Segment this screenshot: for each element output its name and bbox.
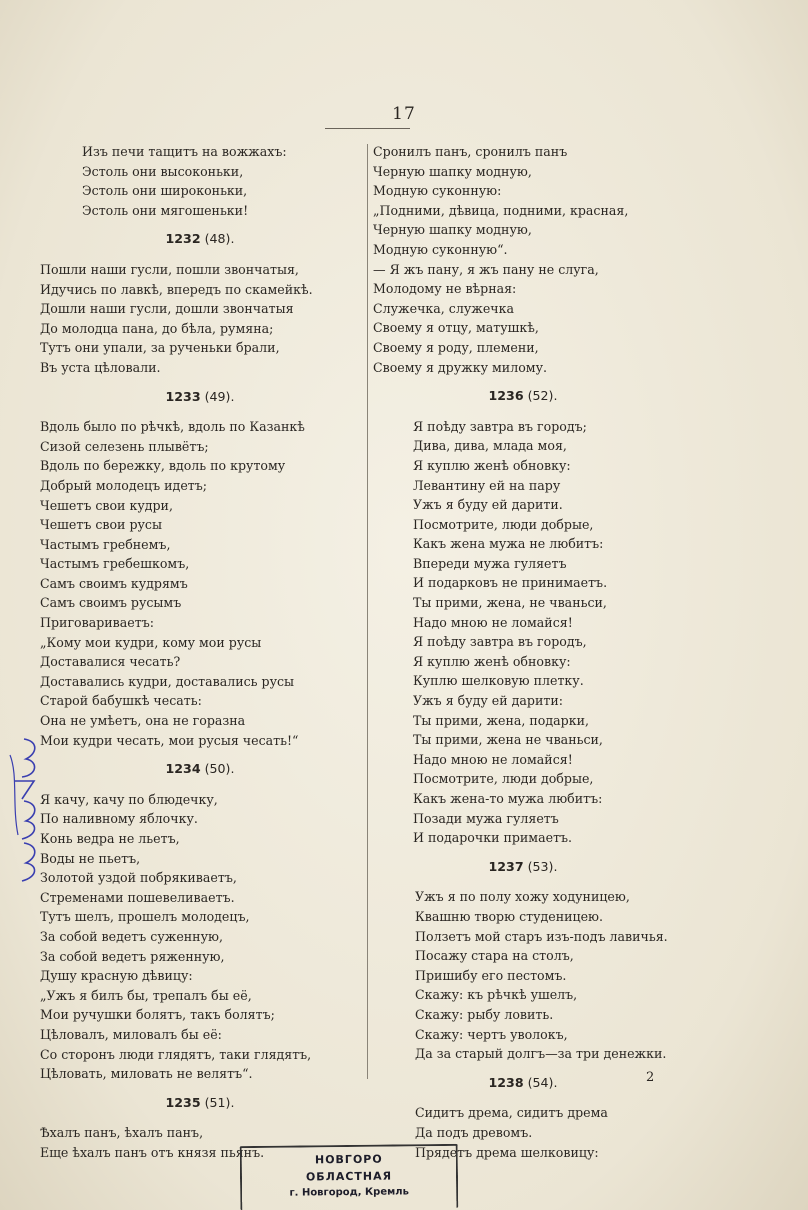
song-heading <box>40 759 360 779</box>
verse-line: Цѣловать, миловать не велятъ“. <box>40 1066 253 1082</box>
verse-line: Еще ѣхалъ панъ отъ князя пьянъ. <box>40 1144 265 1160</box>
verse-line: Молодому не вѣрная: <box>373 281 517 297</box>
song-number: 1236 <box>488 388 524 404</box>
verse-line: Эстоль они высоконьки, <box>82 163 244 179</box>
verse-line: Своему я отцу, матушкѣ, <box>373 320 539 336</box>
verse-line: Дива, дива, млада моя, <box>413 438 567 454</box>
verse-line: И подарковъ не принимаетъ. <box>413 575 608 591</box>
song-subnumber: (51). <box>204 1094 235 1110</box>
song-heading <box>373 1073 673 1093</box>
verse-line: До молодца пана, до бѣла, румяна; <box>40 320 274 336</box>
column-divider <box>367 144 368 1079</box>
verse-line: Золотой уздой побрякиваетъ, <box>40 870 237 886</box>
verse-line: Я качу, качу по блюдечку, <box>40 791 218 807</box>
verse-line: Воды не пьетъ, <box>40 850 141 866</box>
song-number: 1238 <box>488 1074 524 1090</box>
handwritten-margin-annotation <box>4 735 44 885</box>
song-heading <box>40 229 360 249</box>
verse-line: Доставались кудри, доставались русы <box>40 673 295 689</box>
verse-line: Ужъ я по полу хожу ходуницею, <box>415 889 630 905</box>
verse-line: Ѣхалъ панъ, ѣхалъ панъ, <box>40 1125 204 1141</box>
verse-line: Ужъ я буду ей дарити. <box>413 497 563 513</box>
verse-line: Позади мужа гуляетъ <box>413 810 559 826</box>
song-number: 1232 <box>165 231 201 247</box>
verse-line: Какъ жена-то мужа любитъ: <box>413 791 603 806</box>
song-number: 1237 <box>488 858 524 874</box>
verse-line: Впереди мужа гуляетъ <box>413 555 567 571</box>
verse-line: Тутъ они упали, за рученьки брали, <box>40 340 280 356</box>
verse-line: „Кому мои кудри, кому мои русы <box>40 634 262 650</box>
verse-line: — Я жъ пану, я жъ пану не слуга, <box>373 261 599 277</box>
verse-line: Эстоль они мягошеньки! <box>82 202 249 218</box>
verse-line: Надо мною не ломайся! <box>413 614 573 630</box>
verse-line: Вдоль по бережку, вдоль по крутому <box>40 458 286 474</box>
verse-line: Конь ведра не льетъ, <box>40 831 180 846</box>
verse-line: Служечка, служечка <box>373 300 515 316</box>
header-rule <box>325 128 410 129</box>
verse-line: „Подними, дѣвица, подними, красная, <box>373 202 629 218</box>
verse-line: Черную шапку модную, <box>373 163 532 179</box>
verse-line: Скажу: чертъ уволокъ, <box>415 1026 568 1042</box>
verse-line: Со сторонъ люди глядятъ, таки глядятъ, <box>40 1046 312 1062</box>
song-subnumber: (48). <box>204 231 235 247</box>
verse-line: Приговариваетъ: <box>40 615 154 631</box>
verse-line: Куплю шелковую плетку. <box>413 673 584 689</box>
verse-line: Самъ своимъ русымъ <box>40 595 182 611</box>
verse-line: Ты прими, жена, не чваньси, <box>413 595 607 611</box>
song-heading <box>40 1093 360 1113</box>
verse-line: Она не умѣетъ, она не горазна <box>40 713 246 729</box>
verse-line: Въ уста цѣловали. <box>40 359 161 375</box>
signature-mark: 2 <box>646 1070 655 1085</box>
verse-line: Да подъ древомъ. <box>415 1124 533 1140</box>
song-number: 1234 <box>165 761 201 777</box>
verse-line: Какъ жена мужа не любитъ: <box>413 536 604 552</box>
verse-line: Да за старый долгъ—за три денежки. <box>415 1046 667 1062</box>
verse-line: Прядетъ дрема шелковицу: <box>415 1144 599 1160</box>
verse-line: За собой ведетъ ряженную, <box>40 948 225 964</box>
verse-line: Самъ своимъ кудрямъ <box>40 575 188 591</box>
verse-line: Изъ печи тащитъ на вожжахъ: <box>82 144 287 159</box>
verse-line: Своему я дружку милому. <box>373 359 547 375</box>
stamp-line-3: г. Новгород, Кремль <box>289 1186 409 1199</box>
verse-line: Квашню творю студеницею. <box>415 908 604 924</box>
verse-line: Сидитъ дрема, сидитъ дрема <box>415 1105 608 1121</box>
verse-line: Черную шапку модную, <box>373 222 532 238</box>
song-heading <box>373 857 673 877</box>
song-subnumber: (49). <box>204 388 235 404</box>
verse-line: Я поѣду завтра въ городъ; <box>413 418 587 434</box>
song-subnumber: (52). <box>527 388 558 404</box>
verse-line: Дошли наши гусли, дошли звончатыя <box>40 301 294 317</box>
verse-line: Частымъ гребнемъ, <box>40 536 171 552</box>
verse-line: Я поѣду завтра въ городъ, <box>413 634 587 650</box>
verse-line: Вдоль было по рѣчкѣ, вдоль по Казанкѣ <box>40 419 305 435</box>
song-number: 1233 <box>165 388 201 404</box>
verse-line: Ужъ я буду ей дарити: <box>413 693 563 709</box>
right-column <box>373 142 673 1162</box>
verse-line: Модную суконную: <box>373 183 502 199</box>
verse-line: Чешетъ свои русы <box>40 517 163 533</box>
verse-line: Посажу стара на столъ, <box>415 948 574 964</box>
verse-line: Чешетъ свои кудри, <box>40 497 173 513</box>
stamp-line-1: НОВГОРО <box>314 1152 383 1167</box>
verse-line: Душу красную дѣвицу: <box>40 968 193 984</box>
verse-line: Модную суконную“. <box>373 241 508 257</box>
verse-line: Своему я роду, племени, <box>373 339 539 355</box>
verse-line: Посмотрите, люди добрые, <box>413 516 594 532</box>
stamp-line-2: ОБЛАСТНАЯ <box>305 1169 393 1184</box>
verse-line: Скажу: къ рѣчкѣ ушелъ, <box>415 987 578 1003</box>
verse-line: Скажу: рыбу ловить. <box>415 1006 554 1022</box>
verse-line: Я куплю женѣ обновку: <box>413 653 571 669</box>
verse-line: Сизой селезень плывётъ; <box>40 438 209 454</box>
verse-line: За собой ведетъ суженную, <box>40 928 223 944</box>
page-number: 17 <box>392 104 416 124</box>
verse-line: Идучись по лавкѣ, впередъ по скамейкѣ. <box>40 281 313 297</box>
song-subnumber: (50). <box>204 761 235 777</box>
verse-line: Эстоль они широконьки, <box>82 183 248 199</box>
verse-line: Надо мною не ломайся! <box>413 751 573 767</box>
verse-line: Посмотрите, люди добрые, <box>413 771 594 787</box>
verse-line: Стременами пошевеливаетъ. <box>40 889 235 905</box>
verse-line: Ползетъ мой старъ изъ-подъ лавичья. <box>415 928 668 944</box>
verse-line: Левантину ей на пару <box>413 477 561 493</box>
verse-line: Я куплю женѣ обновку: <box>413 457 571 473</box>
verse-line: Частымъ гребешкомъ, <box>40 556 190 572</box>
verse-line: Ты прими, жена, подарки, <box>413 712 589 728</box>
verse-line: Доставалися чесать? <box>40 654 181 670</box>
song-heading <box>373 386 673 406</box>
verse-line: Ты прими, жена не чваньси, <box>413 732 603 748</box>
left-column <box>40 142 360 1163</box>
verse-line: Пошли наши гусли, пошли звончатыя, <box>40 261 299 277</box>
verse-line: Мои кудри чесать, мои русыя чесать!“ <box>40 732 299 748</box>
verse-line: Пришибу его пестомъ. <box>415 967 567 983</box>
song-number: 1235 <box>165 1094 201 1110</box>
library-stamp <box>240 1144 459 1210</box>
verse-line: Старой бабушкѣ чесать: <box>40 693 202 709</box>
song-heading <box>40 387 360 407</box>
song-subnumber: (53). <box>527 858 558 874</box>
verse-line: И подарочки примаетъ. <box>413 830 573 846</box>
song-subnumber: (54). <box>527 1074 558 1090</box>
verse-line: По наливному яблочку. <box>40 811 198 827</box>
verse-line: Мои ручушки болятъ, такъ болятъ; <box>40 1007 275 1023</box>
verse-line: Добрый молодецъ идетъ; <box>40 477 207 493</box>
verse-line: „Ужъ я билъ бы, трепалъ бы её, <box>40 987 252 1003</box>
verse-line: Цѣловалъ, миловалъ бы её: <box>40 1026 222 1042</box>
verse-line: Сронилъ панъ, сронилъ панъ <box>373 144 568 159</box>
verse-line: Тутъ шелъ, прошелъ молодецъ, <box>40 909 250 925</box>
